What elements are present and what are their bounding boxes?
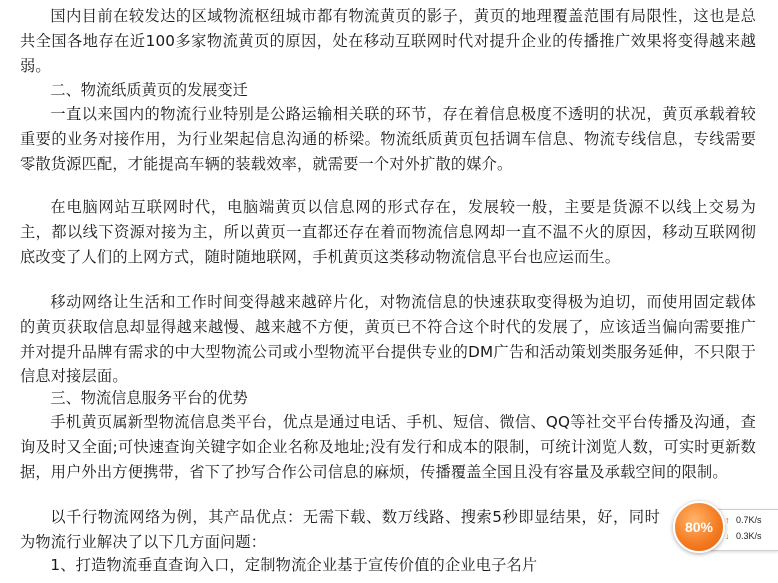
paragraph-4: 移动网络让生活和工作时间变得越来越碎片化，对物流信息的快速获取变得极为迫切，而使用固定载体的黄页获取信息却显得越来越慢、越来越不方便，黄页已不符合这个时代的发展了，应该适当偏向需要推广并对提升品牌有需求的中大型物流公司或小型物流平台提供专业的DM广告和活动策划类服务延伸，不只限于信息对接层面。 — [20, 293, 756, 386]
paragraph-3: 在电脑网站互联网时代，电脑端黄页以信息网的形式存在，发展较一般，主要是货源不以线上交易为主，都以线下资源对接为主，所以黄页一直都还存在着而物流信息网却一直不温不火的原因，移动互联网彻底改变了人们的上网方式，随时随地联网，手机黄页这类移动物流信息平台也应运而生。 — [20, 198, 756, 266]
download-speed — [725, 531, 762, 541]
section-heading-2: 二、物流纸质黄页的发展变迁 — [50, 81, 248, 99]
paragraph-6: 以千行物流网络为例，其产品优点：无需下载、数万线路、搜索5秒即显结果，好，同时为物流行业解决了以下几方面问题： — [20, 508, 660, 551]
download-speed-value: 0.3K/s — [736, 531, 762, 541]
paragraph-5: 手机黄页属新型物流信息类平台，优点是通过电话、手机、短信、微信、QQ等社交平台传播及沟通，查询及时又全面;可快速查询关键字如企业名称及地址;没有发行和成本的限制，可统计浏览人数，可实时更新数据，用户外出方便携带，省下了抄写合作公司信息的麻烦，传播覆盖全国且没有容量及承载空间的限制。 — [20, 413, 756, 481]
paragraph-2: 一直以来国内的物流行业特别是公路运输相关联的环节，存在着信息极度不透明的状况，黄页承载着较重要的业务对接作用，为行业架起信息沟通的桥梁。物流纸质黄页包括调车信息、物流专线信息，专线需要零散货源匹配，才能提高车辆的装载效率，就需要一个对外扩散的媒介。 — [20, 105, 756, 173]
upload-speed-value: 0.7K/s — [736, 515, 762, 525]
memory-usage-ball[interactable] — [673, 501, 725, 553]
paragraph-1: 国内目前在较发达的区域物流枢纽城市都有物流黄页的影子，黄页的地理覆盖范围有局限性，这也是总共全国各地存在近100多家物流黄页的原因，处在移动互联网时代对提升企业的传播推广效果将变得越来越弱。 — [20, 7, 756, 75]
network-speed-widget[interactable] — [673, 501, 778, 551]
memory-usage-percent: 80% — [684, 519, 714, 535]
download-arrow-icon: ↓ — [725, 531, 730, 541]
upload-speed — [725, 515, 762, 525]
section-heading-3: 三、物流信息服务平台的优势 — [50, 389, 248, 407]
upload-arrow-icon: ↑ — [725, 515, 730, 525]
paragraph-7: 1、打造物流垂直查询入口，定制物流企业基于宣传价值的企业电子名片 — [50, 556, 538, 574]
